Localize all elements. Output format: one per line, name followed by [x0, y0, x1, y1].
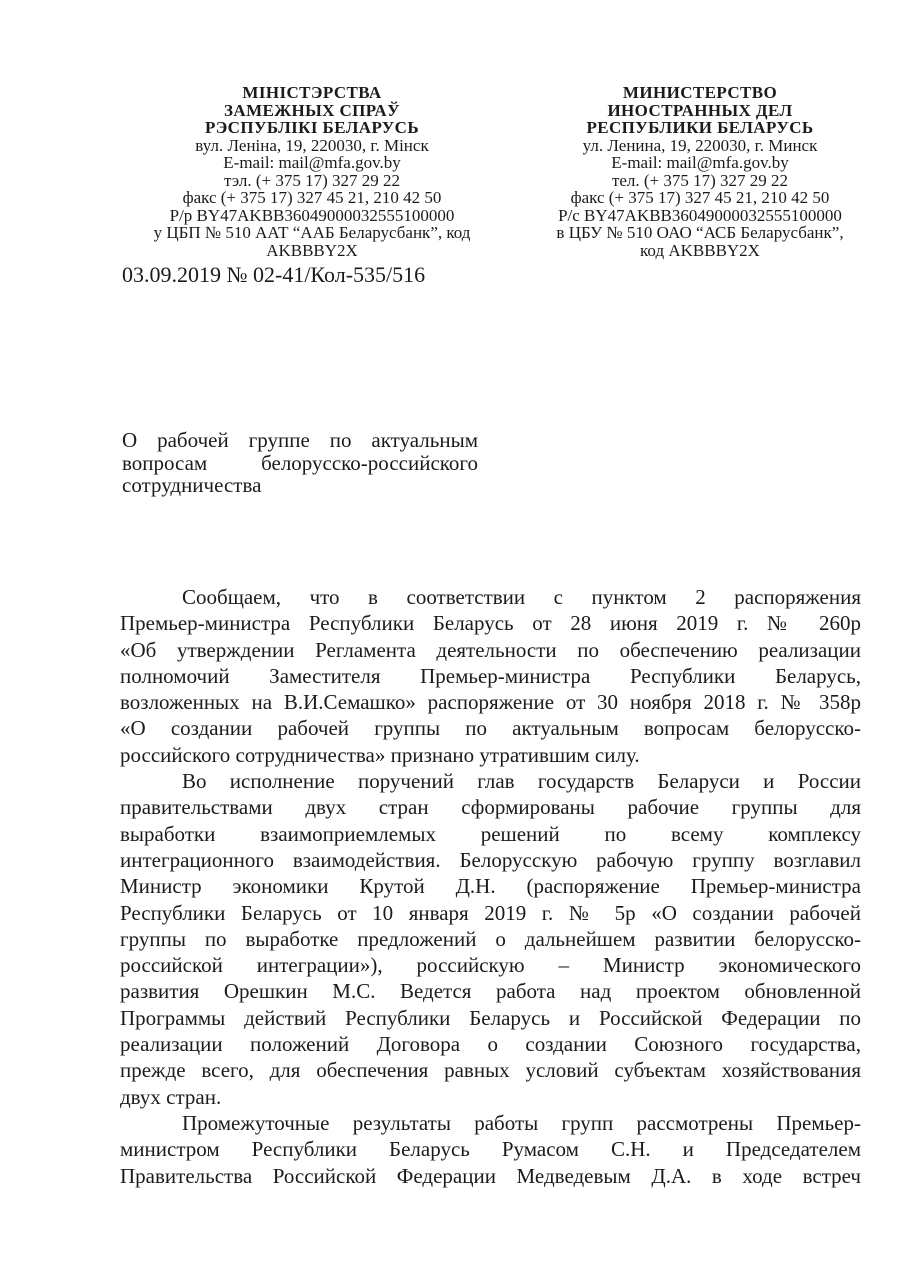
body-line: Республики Беларусь от 10 января 2019 г. № 5р «О создании рабочей — [120, 900, 861, 925]
contact-line: вул. Леніна, 19, 220030, г. Мінск — [195, 135, 429, 155]
body-line: Министр экономики Крутой Д.Н. (распоряжение Премьер-министра — [120, 874, 861, 899]
body-line: интеграционного взаимодействия. Белорусскую рабочую группу возглавил — [120, 847, 861, 872]
subject-line: сотрудничества — [122, 473, 262, 497]
body-line: Программы действий Республики Беларусь и Российской Федерации по — [120, 1005, 861, 1030]
contact-line: ул. Ленина, 19, 220030, г. Минск — [582, 135, 818, 155]
subject-block — [122, 429, 478, 497]
body-line: реализации положений Договора о создании Союзного государства, — [120, 1032, 861, 1057]
contact-line: E-mail: mail@mfa.gov.by — [611, 153, 789, 172]
body-line: российского сотрудничества» признано утратившим силу. — [120, 742, 640, 767]
contact-line: AKBBBY2X — [266, 240, 358, 260]
subject-line: вопросам белорусско-российского — [122, 450, 478, 475]
contact-line: код AKBBBY2X — [640, 240, 760, 260]
ministry-title-line: ИНОСТРАННЫХ ДЕЛ — [607, 100, 793, 120]
body-line: полномочий Заместителя Премьер-министра Республики Беларусь, — [120, 663, 861, 688]
body-paragraph — [120, 1110, 861, 1189]
body-line: российской интеграции»), российскую – Министр экономического — [120, 953, 861, 978]
body-line: возложенных на В.И.Семашко» распоряжение от 30 ноября 2018 г. № 358р — [120, 690, 861, 715]
subject-line: О рабочей группе по актуальным — [122, 428, 478, 452]
body-line: министром Республики Беларусь Румасом С.Н. и Председателем — [120, 1137, 861, 1162]
body-line: Правительства Российской Федерации Медведевым Д.А. в ходе встреч — [120, 1163, 861, 1188]
ministry-title-line: МІНІСТЭРСТВА — [242, 83, 382, 102]
body-line: «Об утверждении Регламента деятельности по обеспечению реализации — [120, 637, 861, 662]
body-line: развития Орешкин М.С. Ведется работа над проектом обновленной — [120, 979, 861, 1004]
contact-line: Р/р BY47AKBB36049000032555100000 — [169, 205, 455, 225]
contact-line: в ЦБУ № 510 ОАО “АСБ Беларусбанк”, — [556, 223, 844, 242]
body-line: Промежуточные результаты работы групп рассмотрены Премьер- — [182, 1110, 861, 1135]
reference-number: 03.09.2019 № 02-41/Кол-535/516 — [122, 262, 426, 287]
ministry-title-line: ЗАМЕЖНЫХ СПРАЎ — [224, 100, 400, 120]
contact-line: у ЦБП № 510 ААТ “ААБ Беларусбанк”, код — [153, 223, 471, 242]
letterhead-belarusian — [126, 84, 498, 259]
ministry-title-by — [126, 84, 498, 137]
body-line: Сообщаем, что в соответствии с пунктом 2 распоряжения — [182, 585, 861, 609]
contact-line: тэл. (+ 375 17) 327 29 22 — [224, 170, 400, 190]
contact-line: тел. (+ 375 17) 327 29 22 — [611, 170, 789, 190]
ministry-title-line: РЕСПУБЛИКИ БЕЛАРУСЬ — [586, 118, 814, 137]
contact-line: факс (+ 375 17) 327 45 21, 210 42 50 — [570, 188, 830, 207]
body-paragraph — [120, 584, 861, 768]
body-line: правительствами двух стран сформированы рабочие группы для — [120, 795, 861, 820]
ministry-title-line: МИНИСТЕРСТВО — [622, 83, 778, 102]
letter-body — [120, 584, 861, 1189]
body-line: двух стран. — [120, 1084, 222, 1109]
contact-line: Р/с BY47AKBB36049000032555100000 — [558, 205, 842, 225]
ministry-contacts-by — [126, 137, 498, 260]
body-line: Премьер-министра Республики Беларусь от 28 июня 2019 г. № 260р — [120, 611, 861, 636]
body-line: Во исполнение поручений глав государств Беларуси и России — [182, 769, 861, 794]
ministry-title-line: РЭСПУБЛІКІ БЕЛАРУСЬ — [204, 118, 420, 137]
body-paragraph — [120, 768, 861, 1110]
ministry-title-ru — [514, 84, 886, 137]
body-line: выработки взаимоприемлемых решений по всему комплексу — [120, 821, 861, 846]
letterhead-russian — [514, 84, 886, 259]
body-line: группы по выработке предложений о дальнейшем развитии белорусско- — [120, 926, 861, 951]
body-line: прежде всего, для обеспечения равных условий субъектам хозяйствования — [120, 1058, 861, 1083]
ministry-contacts-ru — [514, 137, 886, 260]
contact-line: E-mail: mail@mfa.gov.by — [223, 153, 401, 172]
body-line: «О создании рабочей группы по актуальным вопросам белорусско- — [120, 716, 861, 741]
contact-line: факс (+ 375 17) 327 45 21, 210 42 50 — [182, 188, 442, 207]
